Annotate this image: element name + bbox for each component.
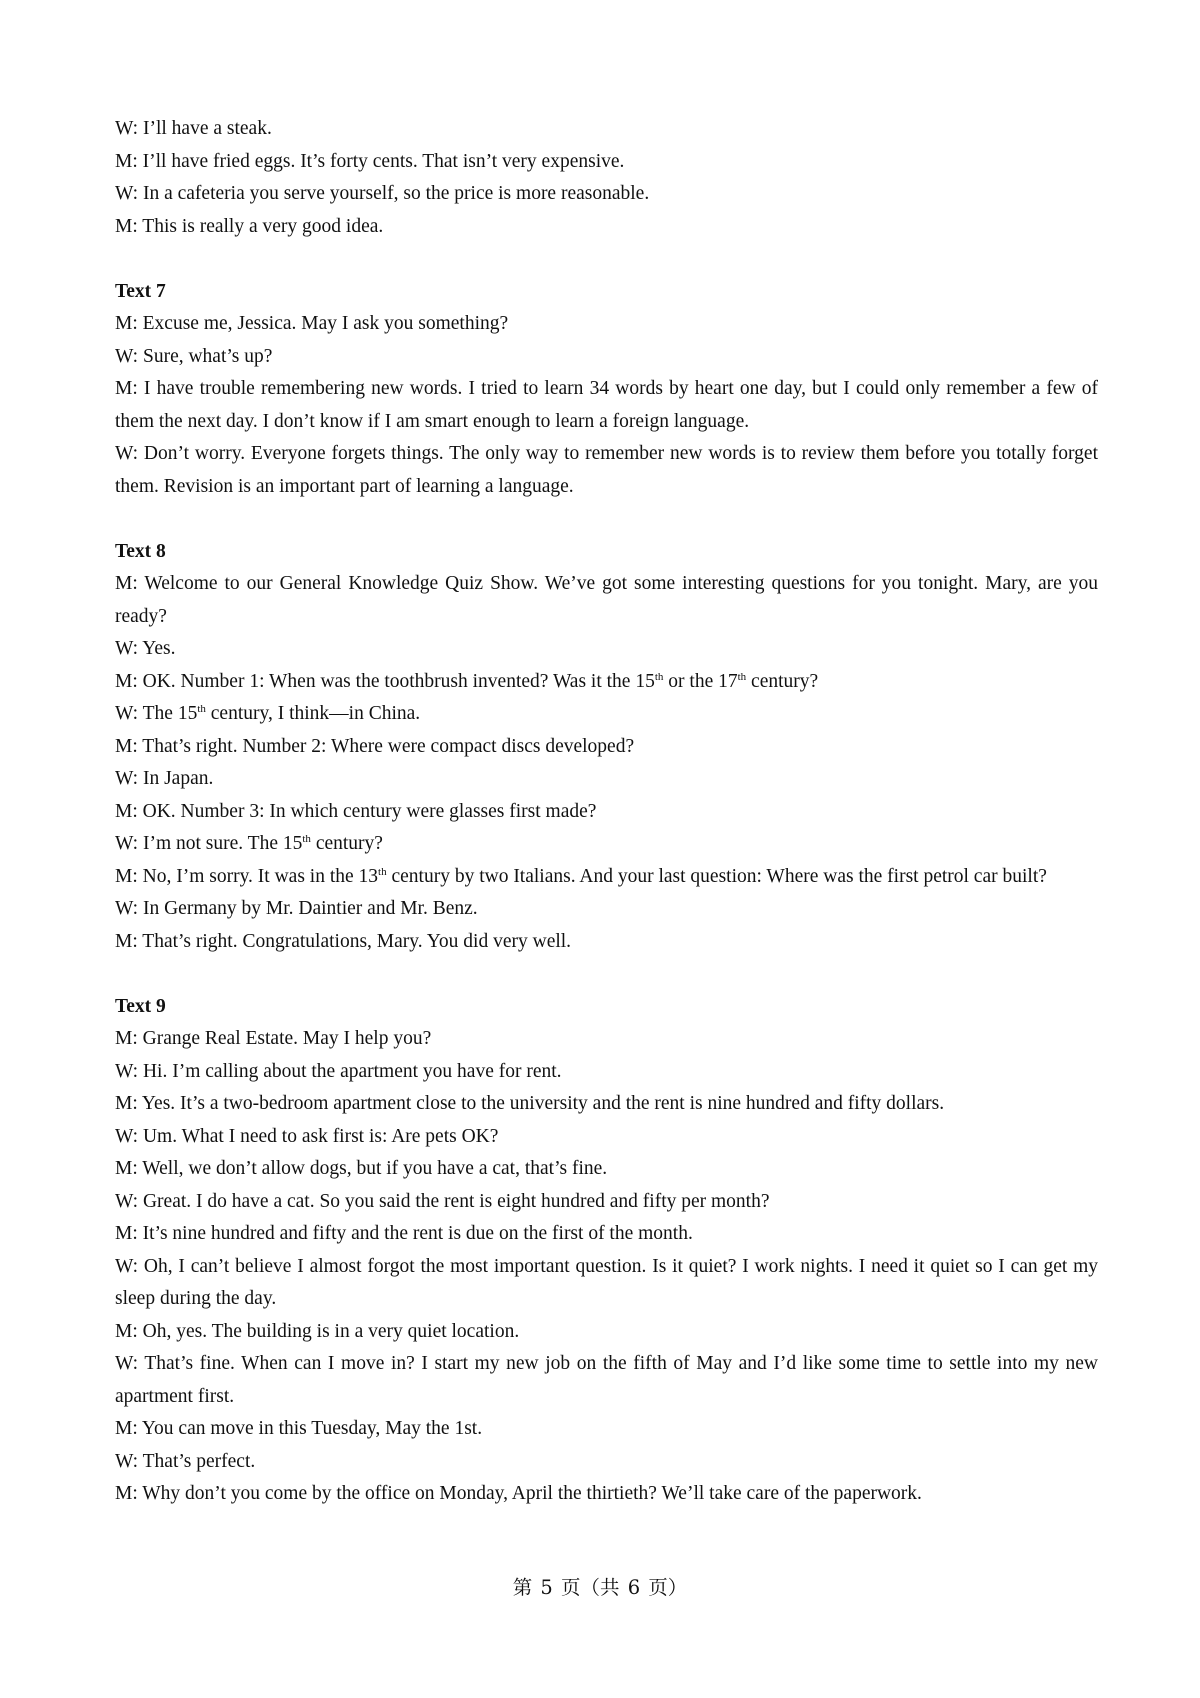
dialogue-line: M: OK. Number 1: When was the toothbrush invented? Was it the 15th or the 17th century? bbox=[115, 670, 819, 692]
dialogue-line: M: Excuse me, Jessica. May I ask you something? bbox=[115, 313, 509, 334]
dialogue-line: W: Yes. bbox=[115, 638, 176, 659]
dialogue-line: W: Oh, I can’t believe I almost forgot the most important question. Is it quiet? I work nights. I need it quiet so I can get my sleep during the day. bbox=[115, 1255, 1098, 1309]
dialogue-line: W: Hi. I’m calling about the apartment you have for rent. bbox=[115, 1060, 562, 1082]
dialogue-line: W: I’ll have a steak. bbox=[115, 118, 272, 139]
dialogue-line: M: You can move in this Tuesday, May the 1st. bbox=[115, 1418, 483, 1439]
page-number-footer: 第 5 页（共 6 页） bbox=[512, 1576, 688, 1599]
dialogue-line: W: The 15th century, I think—in China. bbox=[115, 703, 421, 724]
dialogue-line: M: I have trouble remembering new words. I tried to learn 34 words by heart one day, but I could only remember a few of them the next day. I don’t know if I am smart enough to learn a foreign language. bbox=[115, 378, 1098, 432]
dialogue-line: M: Yes. It’s a two-bedroom apartment close to the university and the rent is nine hundred and fifty dollars. bbox=[115, 1093, 945, 1114]
dialogue-line: W: In Japan. bbox=[115, 768, 214, 789]
dialogue-line: M: That’s right. Congratulations, Mary. You did very well. bbox=[115, 930, 572, 952]
dialogue-line: W: That’s fine. When can I move in? I start my new job on the fifth of May and I’d like some time to settle into my new apartment first. bbox=[115, 1353, 1098, 1407]
dialogue-line: M: Oh, yes. The building is in a very quiet location. bbox=[115, 1320, 520, 1342]
dialogue-line: M: No, I’m sorry. It was in the 13th century by two Italians. And your last question: Where was the first petrol car built? bbox=[115, 865, 1047, 887]
dialogue-line: W: That’s perfect. bbox=[115, 1450, 256, 1472]
dialogue-line: W: Don’t worry. Everyone forgets things. The only way to remember new words is to review them before you totally forget them. Revision is an important part of learning a language. bbox=[115, 443, 1098, 497]
dialogue-line: W: Um. What I need to ask first is: Are pets OK? bbox=[115, 1125, 499, 1147]
dialogue-line: W: In Germany by Mr. Daintier and Mr. Benz. bbox=[115, 898, 478, 919]
dialogue-line: M: Grange Real Estate. May I help you? bbox=[115, 1028, 432, 1049]
dialogue-line: M: OK. Number 3: In which century were glasses first made? bbox=[115, 800, 597, 822]
dialogue-line: M: Why don’t you come by the office on Monday, April the thirtieth? We’ll take care of the paperwork. bbox=[115, 1483, 922, 1504]
dialogue-line: M: This is really a very good idea. bbox=[115, 215, 384, 237]
document-page bbox=[115, 113, 1098, 1511]
dialogue-line: M: I’ll have fried eggs. It’s forty cents. That isn’t very expensive. bbox=[115, 150, 625, 172]
dialogue-line: M: It’s nine hundred and fifty and the rent is due on the first of the month. bbox=[115, 1223, 693, 1244]
section-heading-text7: Text 7 bbox=[115, 280, 166, 302]
dialogue-line: W: I’m not sure. The 15th century? bbox=[115, 833, 383, 854]
dialogue-line: W: In a cafeteria you serve yourself, so the price is more reasonable. bbox=[115, 183, 650, 204]
dialogue-line: W: Great. I do have a cat. So you said the rent is eight hundred and fifty per month? bbox=[115, 1190, 770, 1212]
section-heading-text8: Text 8 bbox=[115, 540, 166, 562]
dialogue-line: W: Sure, what’s up? bbox=[115, 345, 273, 367]
section-heading-text9: Text 9 bbox=[115, 995, 166, 1017]
dialogue-line: M: Welcome to our General Knowledge Quiz Show. We’ve got some interesting questions for you tonight. Mary, are you ready? bbox=[115, 573, 1098, 627]
dialogue-line: M: Well, we don’t allow dogs, but if you have a cat, that’s fine. bbox=[115, 1158, 608, 1179]
dialogue-line: M: That’s right. Number 2: Where were compact discs developed? bbox=[115, 735, 635, 757]
